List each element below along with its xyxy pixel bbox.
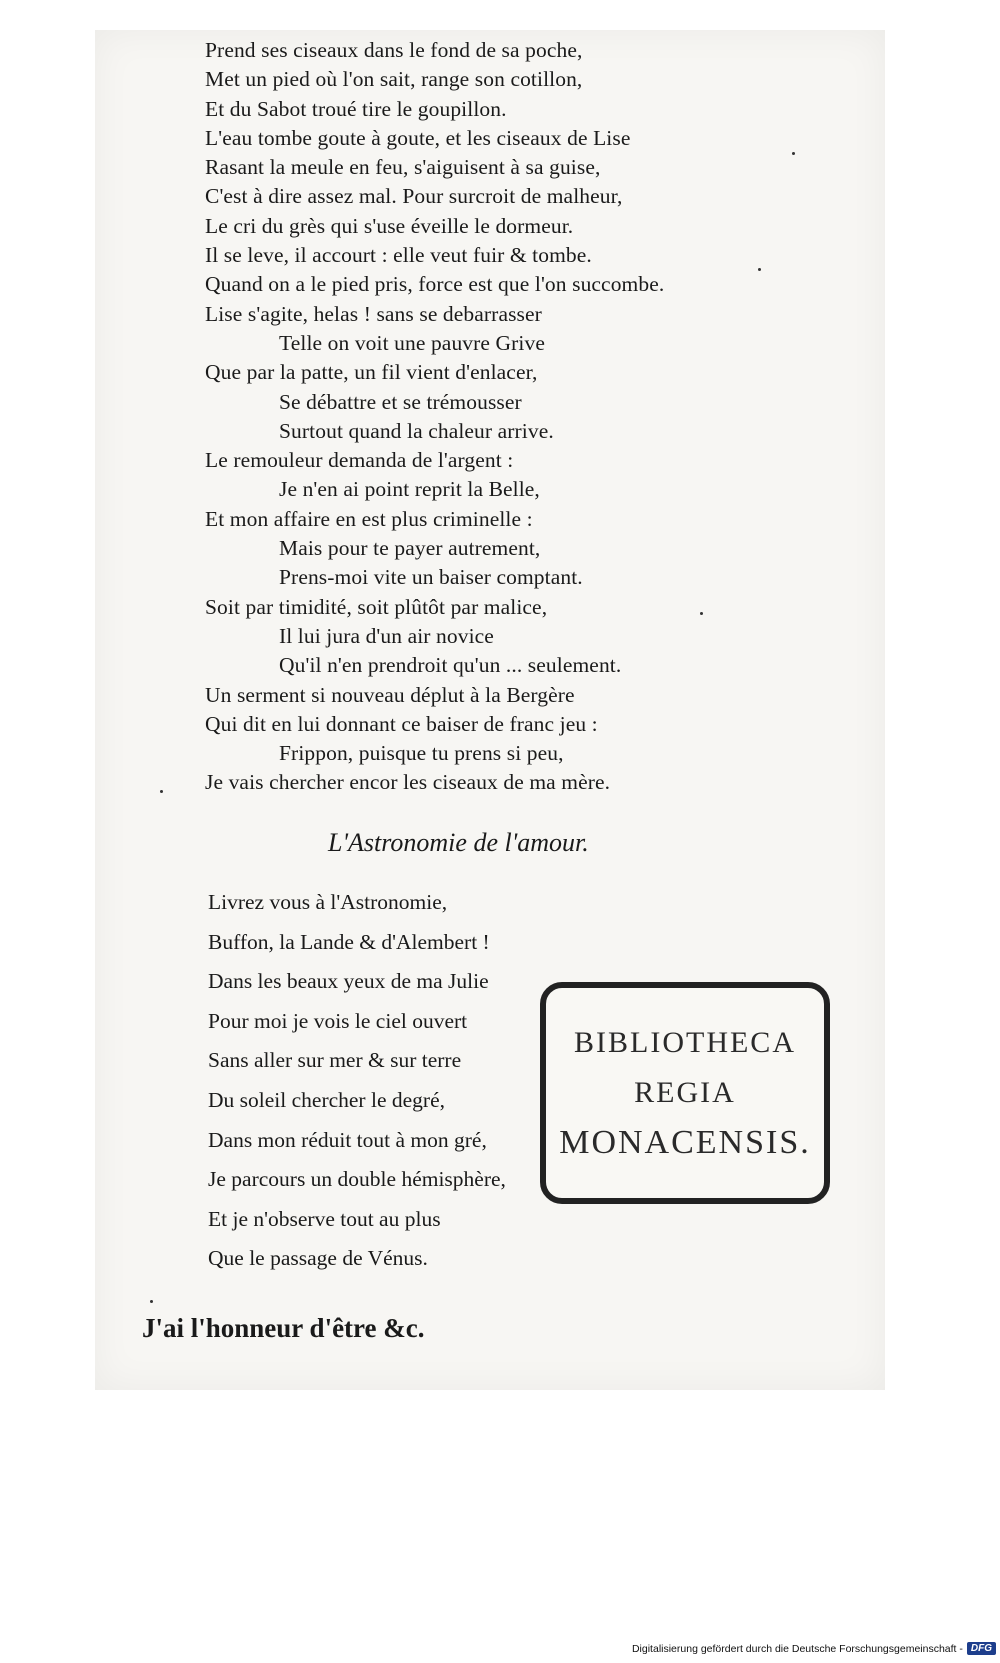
- poem2-line: Et je n'observe tout au plus: [208, 1206, 441, 1231]
- poem-line: Il lui jura d'un air novice: [279, 623, 494, 648]
- stamp-line-monacensis: MONACENSIS.: [559, 1124, 811, 1161]
- poem-line: Soit par timidité, soit plûtôt par malice,: [205, 594, 548, 619]
- poem-line: Et mon affaire en est plus criminelle :: [205, 506, 533, 531]
- poem-line: Je vais chercher encor les ciseaux de ma mère.: [205, 770, 611, 795]
- footer-credit-text: Digitalisierung gefördert durch die Deutsche Forschungsgemeinschaft -: [631, 1642, 963, 1655]
- poem-line: Surtout quand la chaleur arrive.: [279, 418, 554, 443]
- poem-line: Le cri du grès qui s'use éveille le dormeur.: [205, 213, 574, 238]
- poem-line: Je n'en ai point reprit la Belle,: [279, 477, 540, 502]
- stamp-line-bibliotheca: BIBLIOTHECA: [574, 1026, 796, 1059]
- poem2-line: Que le passage de Vénus.: [208, 1246, 428, 1271]
- poem-line: Lise s'agite, helas ! sans se debarrasser: [205, 301, 542, 326]
- poem-line: Et du Sabot troué tire le goupillon.: [205, 96, 507, 121]
- poem-line: Que par la patte, un fil vient d'enlacer,: [205, 360, 538, 385]
- poem-line: Se débattre et se trémousser: [279, 389, 522, 414]
- poem2-line: Livrez vous à l'Astronomie,: [208, 890, 448, 914]
- poem-line: Telle on voit une pauvre Grive: [279, 330, 545, 355]
- poem-line: Met un pied où l'on sait, range son cotillon,: [205, 67, 583, 92]
- ink-speck: [700, 612, 703, 615]
- library-stamp: [540, 982, 830, 1204]
- stamp-line-regia: REGIA: [634, 1076, 736, 1109]
- poem-line: Mais pour te payer autrement,: [279, 536, 541, 561]
- poem-line: Prend ses ciseaux dans le fond de sa poche,: [205, 38, 583, 62]
- poem-line: Le remouleur demanda de l'argent :: [205, 448, 514, 473]
- poem-line: Il se leve, il accourt : elle veut fuir & tombe.: [205, 243, 592, 268]
- poem-line: Qui dit en lui donnant ce baiser de franc jeu :: [205, 711, 598, 736]
- poem2-line: Sans aller sur mer & sur terre: [208, 1048, 462, 1073]
- section-title: L'Astronomie de l'amour.: [328, 828, 589, 857]
- ink-speck: [150, 1300, 153, 1303]
- poem-line: C'est à dire assez mal. Pour surcroit de malheur,: [205, 184, 623, 209]
- poem2-line: Dans les beaux yeux de ma Julie: [208, 969, 489, 994]
- ink-speck: [758, 268, 761, 271]
- poem-line: Quand on a le pied pris, force est que l'on succombe.: [205, 272, 665, 297]
- poem-line: Rasant la meule en feu, s'aiguisent à sa guise,: [205, 155, 601, 180]
- poem2-line: Je parcours un double hémisphère,: [208, 1167, 506, 1192]
- poem2-line: Dans mon réduit tout à mon gré,: [208, 1127, 487, 1152]
- poem-line: L'eau tombe goute à goute, et les ciseaux de Lise: [205, 125, 631, 150]
- ink-speck: [792, 152, 795, 155]
- poem-line: Prens-moi vite un baiser comptant.: [279, 565, 583, 590]
- poem-line: Frippon, puisque tu prens si peu,: [279, 741, 564, 766]
- poem-continuation: [205, 36, 825, 798]
- closing-line: J'ai l'honneur d'être &c.: [142, 1313, 425, 1343]
- digitization-footer: [632, 1642, 996, 1655]
- poem-line: Qu'il n'en prendroit qu'un ... seulement.: [279, 653, 622, 678]
- ink-speck: [160, 790, 163, 793]
- dfg-logo-icon: DFG: [967, 1642, 996, 1655]
- poem2-line: Pour moi je vois le ciel ouvert: [208, 1008, 468, 1033]
- poem2-line: Buffon, la Lande & d'Alembert !: [208, 929, 490, 954]
- poem-line: Un serment si nouveau déplut à la Bergère: [205, 682, 575, 707]
- poem2-line: Du soleil chercher le degré,: [208, 1087, 445, 1112]
